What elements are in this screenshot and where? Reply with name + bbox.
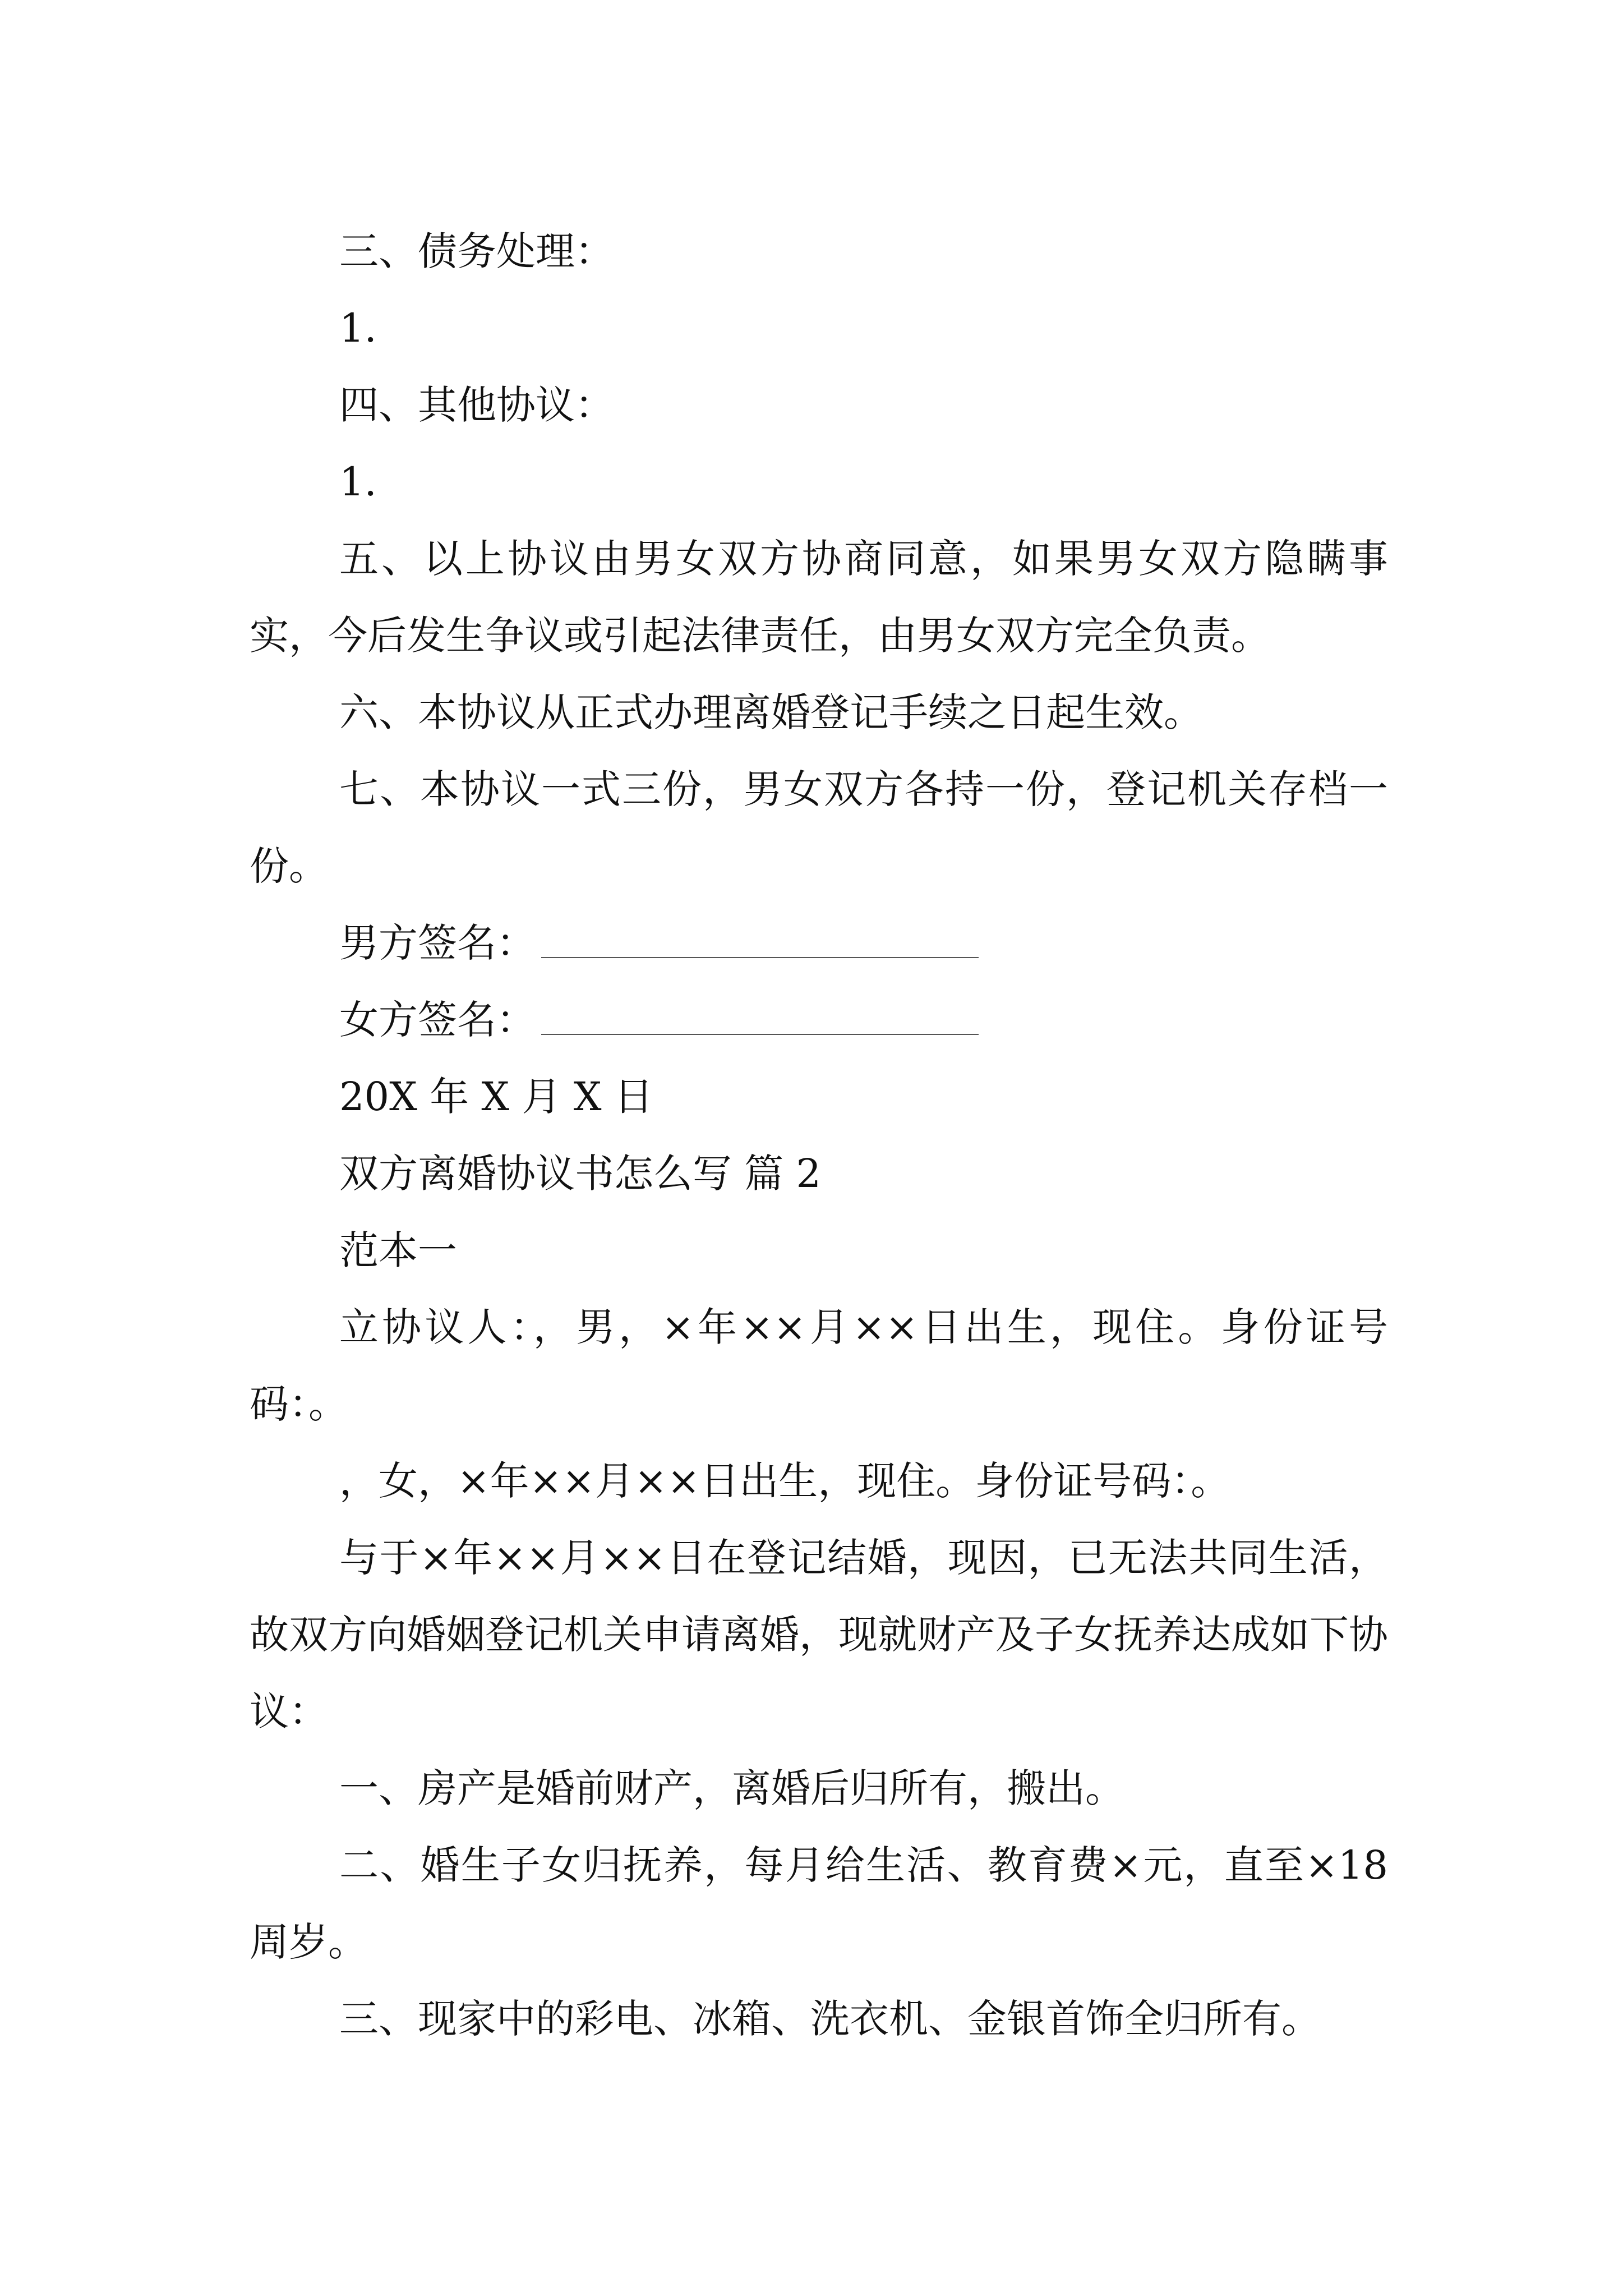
- paragraph-party-male: 立协议人：，男，×年××月××日出生，现住。身份证号码：。: [250, 1304, 1388, 1427]
- document-body: [250, 213, 1388, 2058]
- paragraph-marriage-statement: 与于×年××月××日在登记结婚，现因，已无法共同生活，故双方向婚姻登记机关申请离婚，现就财产及子女抚养达成如下协议：: [250, 1535, 1388, 1734]
- paragraph-clause-5: 五、以上协议由男女双方协商同意，如果男女双方隐瞒事实，今后发生争议或引起法律责任，由男女双方完全负责。: [250, 536, 1388, 659]
- paragraph-child-custody: 二、婚生子女归抚养，每月给生活、教育费×元，直至×18 周岁。: [250, 1842, 1388, 1965]
- male-signature-label: 男方签名：: [339, 920, 536, 966]
- paragraph-household-items: 三、现家中的彩电、冰箱、洗衣机、金银首饰全归所有。: [339, 1996, 1321, 2042]
- paragraph-debt-heading: 三、债务处理：: [339, 228, 614, 274]
- paragraph-clause-7: 七、本协议一式三份，男女双方各持一份，登记机关存档一份。: [250, 766, 1388, 889]
- female-signature-line[interactable]: [541, 1034, 979, 1035]
- paragraph-party-female: ，女，×年××月××日出生，现住。身份证号码：。: [339, 1458, 1230, 1504]
- female-signature-row: [250, 982, 1388, 1059]
- paragraph-other-item-1: 1.: [339, 459, 377, 505]
- date-line: 20X 年 X 月 X 日: [339, 1074, 653, 1120]
- paragraph-debt-item-1: 1.: [339, 305, 377, 351]
- female-signature-label: 女方签名：: [339, 997, 536, 1043]
- template-title: 范本一: [339, 1227, 457, 1273]
- paragraph-clause-6: 六、本协议从正式办理离婚登记手续之日起生效。: [339, 689, 1203, 735]
- male-signature-row: [250, 905, 1388, 982]
- paragraph-other-heading: 四、其他协议：: [339, 382, 614, 428]
- section-title: 双方离婚协议书怎么写 篇 2: [339, 1151, 822, 1197]
- male-signature-line[interactable]: [541, 957, 979, 958]
- paragraph-property: 一、房产是婚前财产，离婚后归所有，搬出。: [339, 1765, 1124, 1811]
